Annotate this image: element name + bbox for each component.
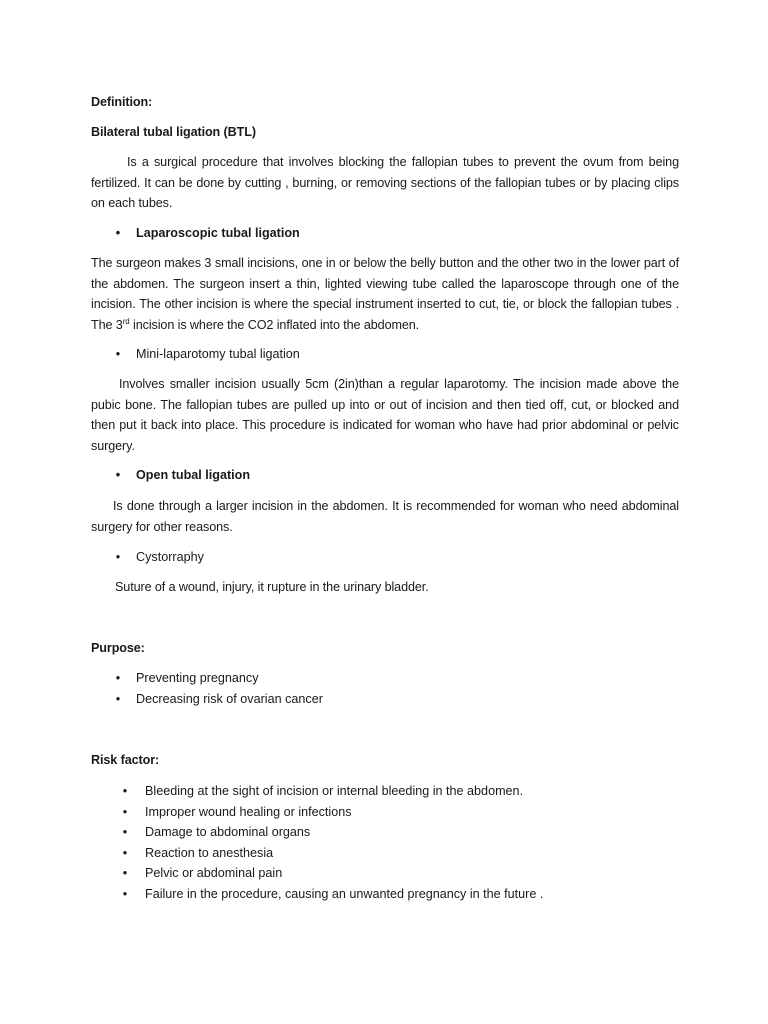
- bullet-icon: •: [122, 887, 128, 901]
- risk-item-text: Bleeding at the sight of incision or internal bleeding in the abdomen.: [145, 784, 524, 798]
- bullet-icon: •: [115, 671, 121, 685]
- bullet-icon: •: [115, 468, 121, 482]
- laparoscopic-text: The surgeon makes 3 small incisions, one in or below the belly button and the other two in the lower part of the abdomen. The surgeon insert a thin, lighted viewing tube called the laparoscope through one of the incision. The other incision is where the special instrument inserted to cut, tie, or block the fallopian tubes . The 3: [91, 256, 679, 332]
- risk-item-text: Improper wound healing or infections: [145, 805, 352, 819]
- bullet-icon: •: [122, 805, 128, 819]
- open-tubal-paragraph: Is done through a larger incision in the abdomen. It is recommended for woman who need abdominal surgery for other reasons.: [91, 499, 679, 534]
- bullet-icon: •: [115, 692, 121, 706]
- bullet-icon: •: [122, 866, 128, 880]
- btl-heading: Bilateral tubal ligation (BTL): [91, 125, 256, 139]
- risk-item-text: Failure in the procedure, causing an unwanted pregnancy in the future .: [145, 887, 544, 901]
- bullet-icon: •: [115, 226, 121, 240]
- open-tubal-title: Open tubal ligation: [136, 468, 251, 482]
- bullet-icon: •: [115, 550, 121, 564]
- bullet-icon: •: [115, 347, 121, 361]
- risk-item-text: Damage to abdominal organs: [145, 825, 311, 839]
- mini-laparotomy-paragraph: Involves smaller incision usually 5cm (2in)than a regular laparotomy. The incision made above the pubic bone. The fallopian tubes are pulled up into or out of incision and then tied off, cut, or blocked and then put it back into place. This procedure is indicated for woman who have had prior abdominal or pelvic surgery.: [91, 377, 679, 453]
- purpose-heading: Purpose:: [91, 641, 145, 655]
- bullet-icon: •: [122, 784, 128, 798]
- bullet-icon: •: [122, 825, 128, 839]
- risk-item-text: Pelvic or abdominal pain: [145, 866, 283, 880]
- laparoscopic-title: Laparoscopic tubal ligation: [136, 226, 300, 240]
- cystorraphy-title: Cystorraphy: [136, 550, 204, 564]
- risk-item-text: Reaction to anesthesia: [145, 846, 274, 860]
- risk-heading: Risk factor:: [91, 753, 160, 767]
- laparoscopic-paragraph: [91, 253, 679, 335]
- definition-heading: Definition:: [91, 95, 153, 109]
- ordinal-superscript: rd: [122, 316, 130, 326]
- btl-paragraph: Is a surgical procedure that involves blocking the fallopian tubes to prevent the ovum from being fertilized. It can be done by cutting , burning, or removing sections of the fallopian tubes or by placing clips on each tubes.: [91, 155, 679, 210]
- purpose-item-text: Decreasing risk of ovarian cancer: [136, 692, 323, 706]
- purpose-item-text: Preventing pregnancy: [136, 671, 259, 685]
- cystorraphy-paragraph: Suture of a wound, injury, it rupture in the urinary bladder.: [115, 580, 429, 594]
- mini-laparotomy-title: Mini-laparotomy tubal ligation: [136, 347, 300, 361]
- laparoscopic-text-end: incision is where the CO2 inflated into the abdomen.: [129, 317, 420, 332]
- bullet-icon: •: [122, 846, 128, 860]
